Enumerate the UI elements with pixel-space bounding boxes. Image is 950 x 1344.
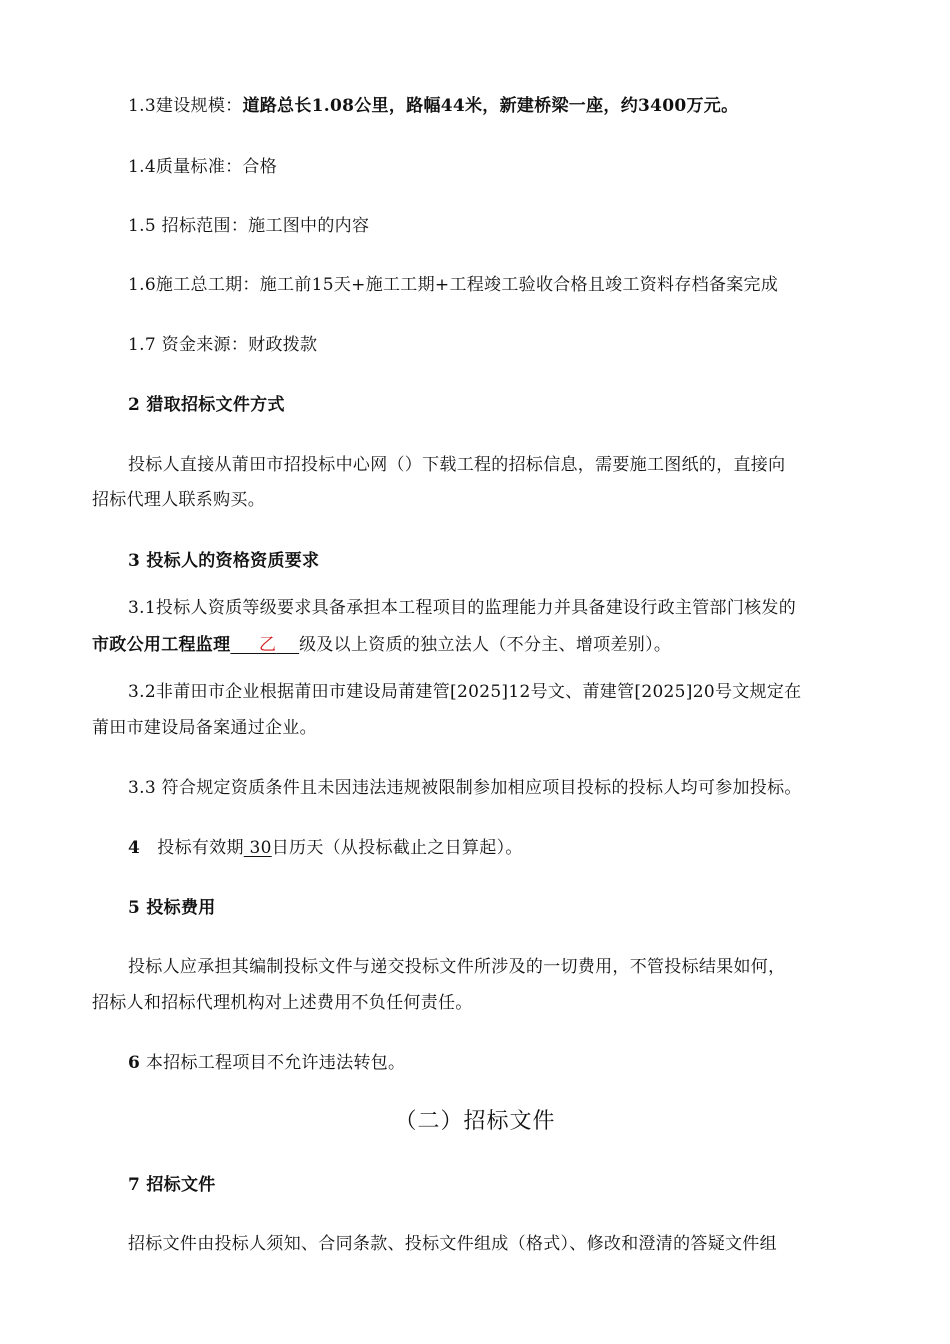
- item-1-3-label: 1.3建设规模：: [128, 96, 243, 116]
- item-3-1-tail: 级及以上资质的独立法人（不分主、增项差别）。: [299, 635, 672, 655]
- section-4-num: 4: [128, 838, 141, 858]
- part-2-heading: （二）招标文件: [394, 1109, 556, 1134]
- section-5-line-2: 招标人和招标代理机构对上述费用不负任何责任。: [92, 993, 473, 1013]
- item-1-3: [128, 94, 738, 118]
- section-2-para-line-1: 投标人直接从莆田市招投标中心网（）下载工程的招标信息，需要施工图纸的，直接向: [128, 455, 786, 475]
- section-4-days: 30: [249, 838, 272, 858]
- item-3-1-grade: 乙: [258, 635, 277, 655]
- item-3-1-bold-qualification: 市政公用工程监理: [92, 635, 231, 655]
- item-3-1-line-2: [92, 633, 671, 657]
- item-3-2-line-1: 3.2非莆田市企业根据莆田市建设局莆建管[2025]12号文、莆建管[2025]20号文规定在: [128, 682, 802, 702]
- item-1-5: 1.5 招标范围：施工图中的内容: [128, 216, 370, 236]
- section-2-para-line-2: 招标代理人联系购买。: [92, 490, 265, 510]
- item-3-1-grade-blank: [230, 635, 299, 655]
- item-1-7: 1.7 资金来源：财政拨款: [128, 335, 318, 355]
- section-5-title: 5 投标费用: [128, 898, 216, 918]
- section-2-title: 2 猎取招标文件方式: [128, 395, 285, 415]
- section-6-num: 6: [128, 1053, 141, 1073]
- item-3-2-line-2: 莆田市建设局备案通过企业。: [92, 718, 317, 738]
- item-3-1-line-1: 3.1投标人资质等级要求具备承担本工程项目的监理能力并具备建设行政主管部门核发的: [128, 598, 797, 618]
- section-4-post: 日历天（从投标截止之日算起）。: [271, 838, 523, 858]
- section-7-line-1: 招标文件由投标人须知、合同条款、投标文件组成（格式）、修改和澄清的答疑文件组: [128, 1234, 777, 1254]
- section-4: [128, 836, 523, 860]
- item-1-3-value: 道路总长1.08公里，路幅44米，新建桥梁一座，约3400万元。: [242, 96, 739, 116]
- section-6-text: 本招标工程项目不允许违法转包。: [145, 1053, 406, 1073]
- section-4-pre: 投标有效期: [157, 838, 244, 858]
- section-7-title: 7 招标文件: [128, 1175, 216, 1195]
- item-1-6: 1.6施工总工期：施工前15天+施工工期+工程竣工验收合格且竣工资料存档备案完成: [128, 275, 779, 295]
- section-6: [128, 1051, 405, 1075]
- item-1-4: 1.4质量标准：合格: [128, 157, 278, 177]
- item-3-3: 3.3 符合规定资质条件且未因违法违规被限制参加相应项目投标的投标人均可参加投标。: [128, 778, 802, 798]
- section-5-line-1: 投标人应承担其编制投标文件与递交投标文件所涉及的一切费用，不管投标结果如何，: [128, 957, 786, 977]
- section-3-title: 3 投标人的资格资质要求: [128, 551, 320, 571]
